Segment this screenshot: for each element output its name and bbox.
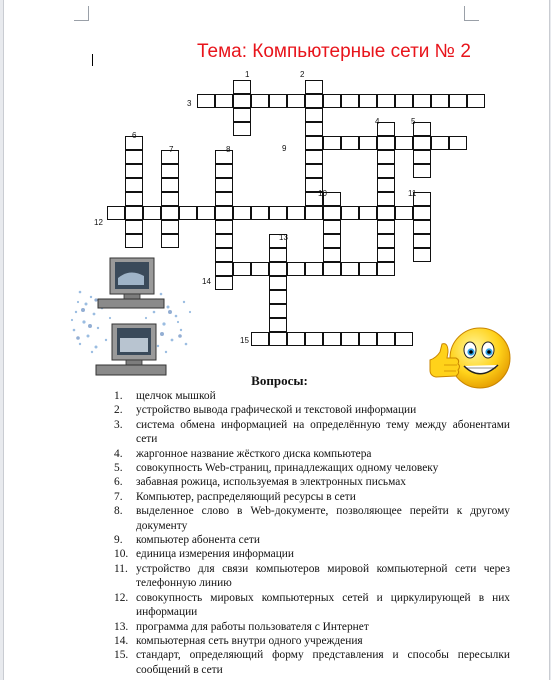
crossword-cell[interactable] (161, 234, 179, 248)
question-number: 3. (114, 418, 123, 431)
crossword-cell[interactable] (215, 220, 233, 234)
crossword-cell[interactable] (323, 248, 341, 262)
crossword-cell[interactable] (305, 332, 323, 346)
crossword-number: 1 (245, 70, 250, 79)
question-item (114, 547, 510, 561)
question-item (114, 533, 510, 547)
question-number: 9. (114, 534, 123, 547)
question-text: система обмена информацией на определённую тему между абонентами сети (136, 418, 510, 446)
crossword-cell[interactable] (377, 234, 395, 248)
crossword-number: 8 (226, 145, 231, 154)
document-page (3, 0, 550, 680)
crossword-cell[interactable] (197, 206, 215, 220)
question-number: 4. (114, 447, 123, 460)
crossword-cell[interactable] (125, 192, 143, 206)
question-item (114, 591, 510, 620)
question-text: забавная рожица, используемая в электронных письмах (136, 476, 406, 489)
crossword-cell[interactable] (341, 262, 359, 276)
crossword-cell[interactable] (323, 262, 341, 276)
question-item (114, 634, 510, 648)
questions-list (114, 389, 510, 677)
crossword-cell[interactable] (215, 234, 233, 248)
crossword-number: 6 (132, 131, 137, 140)
crossword-cell[interactable] (449, 136, 467, 150)
crossword-cell[interactable] (305, 164, 323, 178)
crossword-cell[interactable] (215, 94, 233, 108)
crossword-cell[interactable] (395, 332, 413, 346)
question-item (114, 562, 510, 591)
crossword-cell[interactable] (359, 262, 377, 276)
crossword-cell[interactable] (305, 108, 323, 122)
question-text: Компьютер, распределяющий ресурсы в сети (136, 490, 356, 503)
question-number: 6. (114, 476, 123, 489)
crossword-cell[interactable] (305, 136, 323, 150)
crossword-number: 3 (187, 99, 192, 108)
question-number: 14. (114, 634, 129, 647)
crossword-cell[interactable] (233, 206, 251, 220)
crossword-cell[interactable] (323, 332, 341, 346)
crossword-cell[interactable] (377, 164, 395, 178)
crossword-cell[interactable] (233, 262, 251, 276)
crossword-cell[interactable] (449, 94, 467, 108)
question-number: 8. (114, 505, 123, 518)
crossword-cell[interactable] (305, 150, 323, 164)
crossword-cell[interactable] (377, 150, 395, 164)
crossword-cell[interactable] (269, 304, 287, 318)
crossword-cell[interactable] (431, 94, 449, 108)
question-number: 10. (114, 548, 129, 561)
crossword-cell[interactable] (269, 318, 287, 332)
question-number: 1. (114, 390, 123, 402)
crossword-cell[interactable] (323, 206, 341, 220)
crossword-cell[interactable] (125, 178, 143, 192)
crossword-cell[interactable] (323, 136, 341, 150)
crossword-cell[interactable] (269, 276, 287, 290)
crossword-cell[interactable] (359, 136, 377, 150)
questions-heading: Вопросы: (251, 373, 308, 388)
crossword-cell[interactable] (269, 206, 287, 220)
question-item (114, 475, 510, 489)
question-number: 5. (114, 462, 123, 475)
question-number: 7. (114, 490, 123, 503)
question-item (114, 648, 510, 677)
crossword-cell[interactable] (197, 94, 215, 108)
crossword-cell[interactable] (377, 122, 395, 136)
crossword-cell[interactable] (269, 262, 287, 276)
crossword-number: 2 (300, 70, 305, 79)
crossword-cell[interactable] (413, 220, 431, 234)
question-text: компьютер абонента сети (136, 534, 261, 547)
crossword-cell[interactable] (377, 192, 395, 206)
question-item (114, 461, 510, 475)
crossword-cell[interactable] (467, 94, 485, 108)
crossword-cell[interactable] (161, 220, 179, 234)
question-number: 11. (114, 562, 128, 575)
question-text: стандарт, определяющий форму представления и способы пересылки сообщений в сети (136, 649, 510, 676)
crossword-cell[interactable] (269, 290, 287, 304)
crossword-cell[interactable] (215, 192, 233, 206)
crossword-cell[interactable] (377, 220, 395, 234)
crossword-number: 5 (411, 117, 416, 126)
question-item (114, 447, 510, 461)
crossword-cell[interactable] (125, 234, 143, 248)
crossword-number: 15 (240, 336, 249, 345)
crossword-cell[interactable] (377, 332, 395, 346)
question-text: единица измерения информации (136, 548, 294, 561)
crossword-cell[interactable] (305, 122, 323, 136)
crossword-cell[interactable] (359, 332, 377, 346)
crossword-cell[interactable] (215, 276, 233, 290)
crossword-cell[interactable] (125, 150, 143, 164)
question-text: жаргонное название жёсткого диска компьютера (136, 447, 372, 460)
crossword-cell[interactable] (125, 220, 143, 234)
question-number: 13. (114, 620, 129, 633)
crossword-number: 9 (282, 144, 287, 153)
crossword-cell[interactable] (305, 262, 323, 276)
crossword-cell[interactable] (377, 136, 395, 150)
crossword-cell[interactable] (413, 150, 431, 164)
crossword-cell[interactable] (107, 206, 125, 220)
crossword-cell[interactable] (287, 262, 305, 276)
crossword-cell[interactable] (287, 94, 305, 108)
page-title: Тема: Компьютерные сети № 2 (197, 41, 471, 62)
crossword-cell[interactable] (215, 164, 233, 178)
crossword-number: 7 (169, 145, 174, 154)
crossword-cell[interactable] (305, 206, 323, 220)
crossword-cell[interactable] (125, 164, 143, 178)
question-text: выделенное слово в Web-документе, позволяющее перейти к другому документу (136, 505, 510, 532)
crossword-cell[interactable] (395, 94, 413, 108)
question-item (114, 389, 510, 403)
question-text: устройство вывода графической и текстовой информации (136, 404, 417, 417)
crossword-cell[interactable] (287, 206, 305, 220)
crossword-cell[interactable] (413, 94, 431, 108)
crossword-cell[interactable] (431, 136, 449, 150)
crossword-cell[interactable] (323, 220, 341, 234)
crossword-cell[interactable] (341, 136, 359, 150)
crossword-cell[interactable] (413, 122, 431, 136)
crossword-cell[interactable] (377, 94, 395, 108)
crossword-cell[interactable] (305, 94, 323, 108)
crossword-cell[interactable] (413, 136, 431, 150)
crossword-cell[interactable] (377, 262, 395, 276)
crossword-cell[interactable] (413, 206, 431, 220)
question-text: компьютерная сеть внутри одного учреждения (136, 634, 363, 647)
question-text: совокупность Web-страниц, принадлежащих одному человеку (136, 462, 439, 475)
crossword-cell[interactable] (395, 136, 413, 150)
crossword-cell[interactable] (377, 248, 395, 262)
crossword-number: 13 (279, 233, 288, 242)
crossword-number: 12 (94, 218, 103, 227)
crossword-cell[interactable] (125, 206, 143, 220)
crossword-cell[interactable] (251, 206, 269, 220)
question-item (114, 418, 510, 447)
question-text: щелчок мышкой (136, 390, 216, 402)
crossword-cell[interactable] (251, 262, 269, 276)
crossword-cell[interactable] (269, 332, 287, 346)
crossword-cell[interactable] (161, 164, 179, 178)
question-item (114, 504, 510, 533)
networked-computers-image (66, 252, 196, 382)
question-item (114, 620, 510, 634)
crossword-cell[interactable] (359, 206, 377, 220)
crossword-cell[interactable] (233, 108, 251, 122)
question-text: программа для работы пользователя с Интернет (136, 620, 369, 633)
question-item (114, 490, 510, 504)
crossword-cell[interactable] (233, 122, 251, 136)
crossword-cell[interactable] (161, 192, 179, 206)
crossword-cell[interactable] (359, 94, 377, 108)
question-number: 2. (114, 404, 123, 417)
question-number: 15. (114, 649, 129, 662)
question-number: 12. (114, 591, 129, 604)
question-item (114, 403, 510, 417)
crossword-cell[interactable] (341, 206, 359, 220)
crossword-cell[interactable] (143, 206, 161, 220)
crossword-cell[interactable] (251, 94, 269, 108)
crossword-cell[interactable] (377, 178, 395, 192)
crossword-cell[interactable] (215, 262, 233, 276)
crossword-cell[interactable] (233, 94, 251, 108)
question-text: совокупность мировых компьютерных сетей и циркулирующей в них информации (136, 591, 510, 619)
crossword-cell[interactable] (269, 248, 287, 262)
crossword-cell[interactable] (215, 178, 233, 192)
crossword-cell[interactable] (413, 248, 431, 262)
crossword-cell[interactable] (215, 248, 233, 262)
crossword-cell[interactable] (341, 94, 359, 108)
crossword-number: 14 (202, 277, 211, 286)
crossword-cell[interactable] (323, 234, 341, 248)
crossword-cell[interactable] (413, 164, 431, 178)
crossword-cell[interactable] (323, 94, 341, 108)
crossword-cell[interactable] (413, 234, 431, 248)
crossword-cell[interactable] (233, 80, 251, 94)
crossword-number: 10 (318, 189, 327, 198)
crossword-cell[interactable] (161, 206, 179, 220)
crossword-number: 11 (408, 189, 417, 198)
crossword-cell[interactable] (269, 94, 287, 108)
crossword-cell[interactable] (179, 206, 197, 220)
crossword-cell[interactable] (341, 332, 359, 346)
crossword-cell[interactable] (215, 206, 233, 220)
question-text: устройство для связи компьютеров мировой компьютерной сети через телефонную линию (136, 562, 510, 590)
crossword-cell[interactable] (305, 80, 323, 94)
crossword-cell[interactable] (395, 206, 413, 220)
crossword-cell[interactable] (377, 206, 395, 220)
crossword-cell[interactable] (161, 178, 179, 192)
crossword-cell[interactable] (251, 332, 269, 346)
crossword-cell[interactable] (287, 332, 305, 346)
crossword-number: 4 (375, 117, 380, 126)
